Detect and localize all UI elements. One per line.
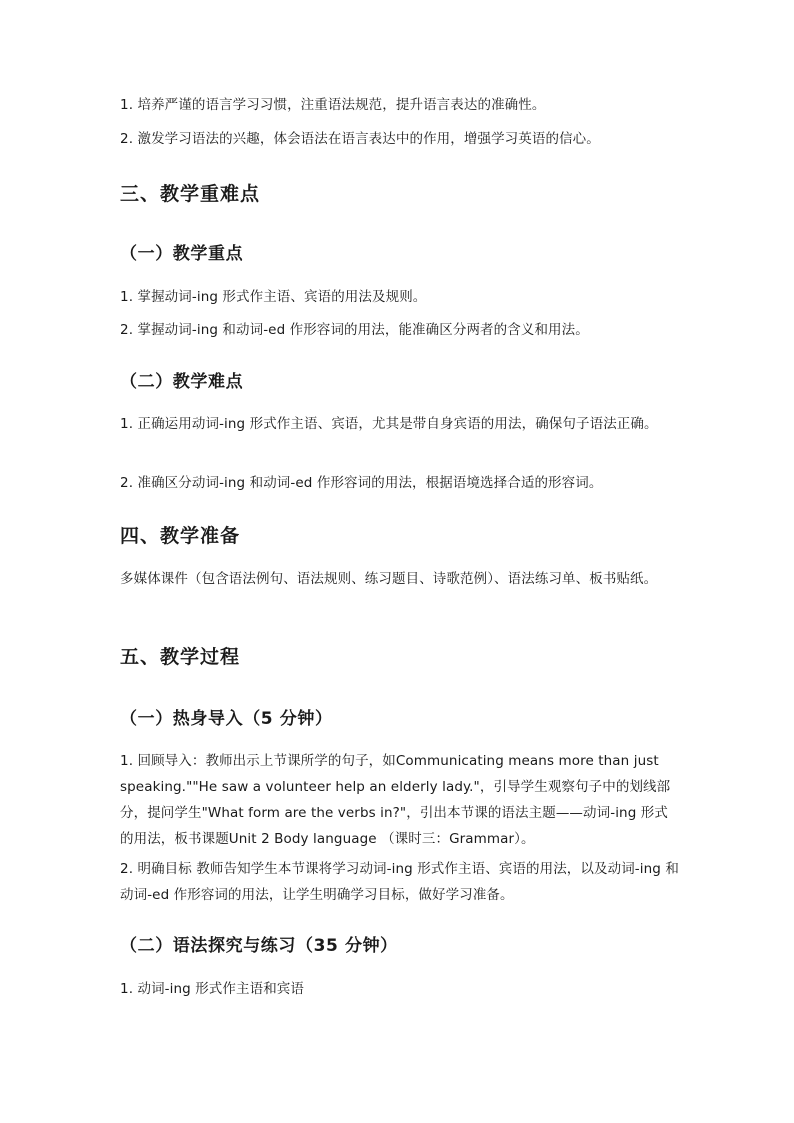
focus-item-2: 2. 掌握动词-ing 和动词-ed 作形容词的用法，能准确区分两者的含义和用法。: [120, 322, 589, 338]
subsection-heading-focus: （一）教学重点: [120, 244, 244, 264]
preparation-text: 多媒体课件（包含语法例句、语法规则、练习题目、诗歌范例）、语法练习单、板书贴纸。: [120, 571, 658, 587]
difficulty-item-1: 1. 正确运用动词-ing 形式作主语、宾语，尤其是带自身宾语的用法，确保句子语法正确。: [120, 416, 658, 432]
explore-item-1: 1. 动词-ing 形式作主语和宾语: [120, 981, 305, 997]
section-heading-5: 五、教学过程: [120, 646, 241, 668]
warmup-item-1: 1. 回顾导入：教师出示上节课所学的句子，如Communicating means more than just speaking.""He saw a volunteer help an elderly lady."，引导学生观察句子中的划线部分，提问学生"What form are the verbs in?"，引出本节课的语法主题——动词-ing 形式的用法，板书课题Unit 2 Body language （课时三：Grammar）。: [120, 753, 671, 847]
warmup-item-2: 2. 明确目标 教师告知学生本节课将学习动词-ing 形式作主语、宾语的用法，以及动词-ing 和动词-ed 作形容词的用法，让学生明确学习目标，做好学习准备。: [120, 861, 679, 903]
goal-item-1: 1. 培养严谨的语言学习习惯，注重语法规范，提升语言表达的准确性。: [120, 97, 546, 113]
focus-item-1: 1. 掌握动词-ing 形式作主语、宾语的用法及规则。: [120, 289, 427, 305]
section-heading-3: 三、教学重难点: [120, 183, 261, 205]
goal-item-2: 2. 激发学习语法的兴趣，体会语法在语言表达中的作用，增强学习英语的信心。: [120, 131, 600, 147]
subsection-heading-explore: （二）语法探究与练习（35 分钟）: [120, 936, 398, 956]
section-heading-4: 四、教学准备: [120, 525, 241, 547]
difficulty-item-2: 2. 准确区分动词-ing 和动词-ed 作形容词的用法，根据语境选择合适的形容词。: [120, 475, 603, 491]
subsection-heading-difficulty: （二）教学难点: [120, 372, 244, 392]
subsection-heading-warmup: （一）热身导入（5 分钟）: [120, 709, 333, 729]
